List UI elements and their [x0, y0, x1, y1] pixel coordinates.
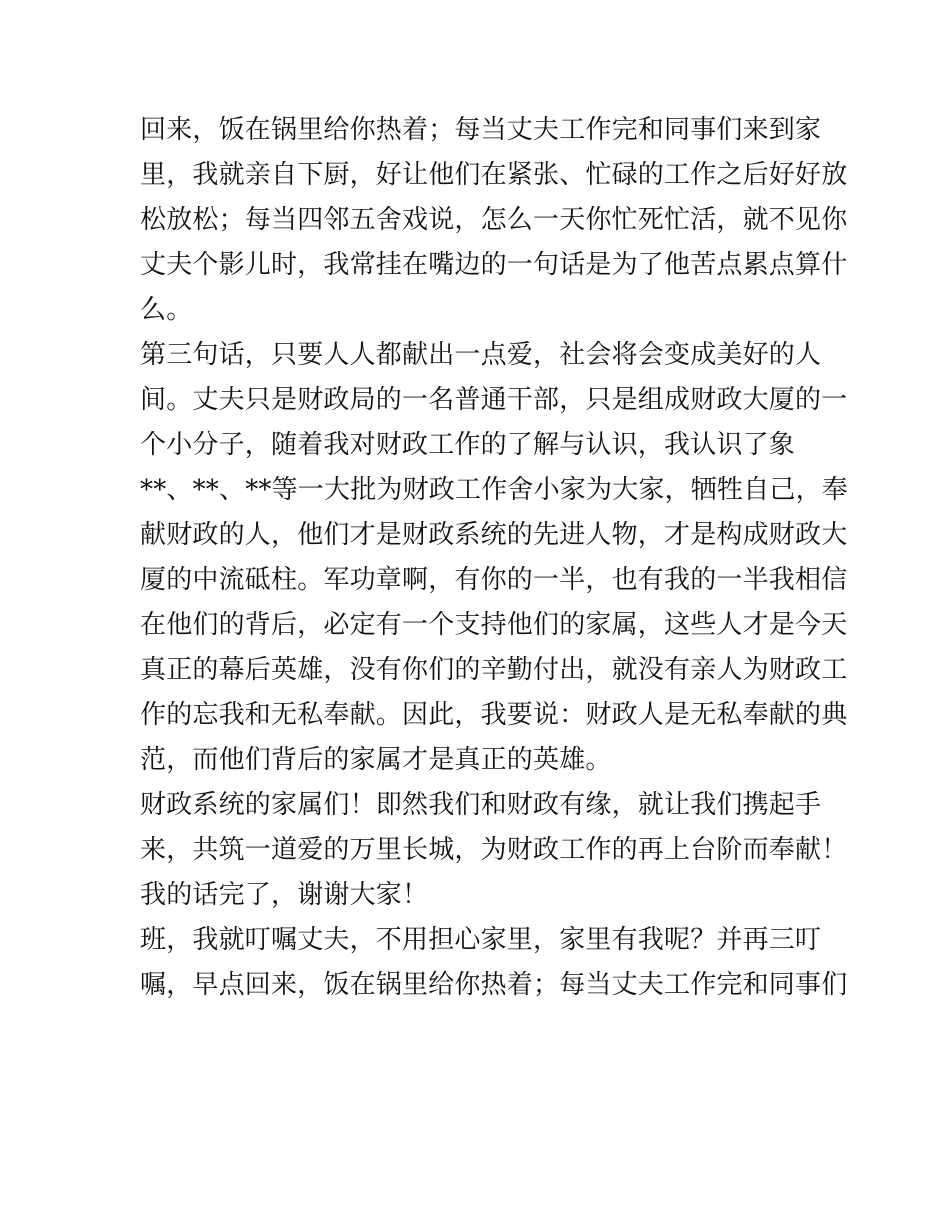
text-line: 松放松；每当四邻五舍戏说，怎么一天你忙死忙活，就不见你	[140, 205, 848, 235]
text-line: 丈夫个影儿时，我常挂在嘴边的一句话是为了他苦点累点算什	[140, 250, 848, 280]
text-line: 范，而他们背后的家属才是真正的英雄。	[140, 745, 612, 775]
body-text	[140, 108, 849, 1008]
text-line: 在他们的背后，必定有一个支持他们的家属，这些人才是今天	[140, 610, 848, 640]
text-line: 班，我就叮嘱丈夫，不用担心家里，家里有我呢？并再三叮	[140, 925, 822, 955]
text-line: 回来，饭在锅里给你热着；每当丈夫工作完和同事们来到家	[140, 115, 822, 145]
text-line: 嘱，早点回来，饭在锅里给你热着；每当丈夫工作完和同事们	[140, 970, 848, 1000]
text-line: 财政系统的家属们！即然我们和财政有缘，就让我们携起手	[140, 790, 822, 820]
text-line: 么。	[140, 295, 193, 325]
text-line: 献财政的人，他们才是财政系统的先进人物，才是构成财政大	[140, 520, 848, 550]
text-line: **、**、**等一大批为财政工作舍小家为大家，牺牲自己，奉	[140, 475, 849, 505]
text-line: 来，共筑一道爱的万里长城，为财政工作的再上台阶而奉献！	[140, 835, 848, 865]
text-line: 真正的幕后英雄，没有你们的辛勤付出，就没有亲人为财政工	[140, 655, 848, 685]
text-line: 厦的中流砥柱。军功章啊，有你的一半，也有我的一半我相信	[140, 565, 848, 595]
text-line: 我的话完了，谢谢大家！	[140, 880, 429, 910]
text-line: 第三句话，只要人人都献出一点爱，社会将会变成美好的人	[140, 340, 822, 370]
text-line: 里，我就亲自下厨，好让他们在紧张、忙碌的工作之后好好放	[140, 160, 848, 190]
text-line: 个小分子，随着我对财政工作的了解与认识，我认识了象	[140, 430, 796, 460]
text-line: 作的忘我和无私奉献。因此，我要说：财政人是无私奉献的典	[140, 700, 848, 730]
text-line: 间。丈夫只是财政局的一名普通干部，只是组成财政大厦的一	[140, 385, 848, 415]
